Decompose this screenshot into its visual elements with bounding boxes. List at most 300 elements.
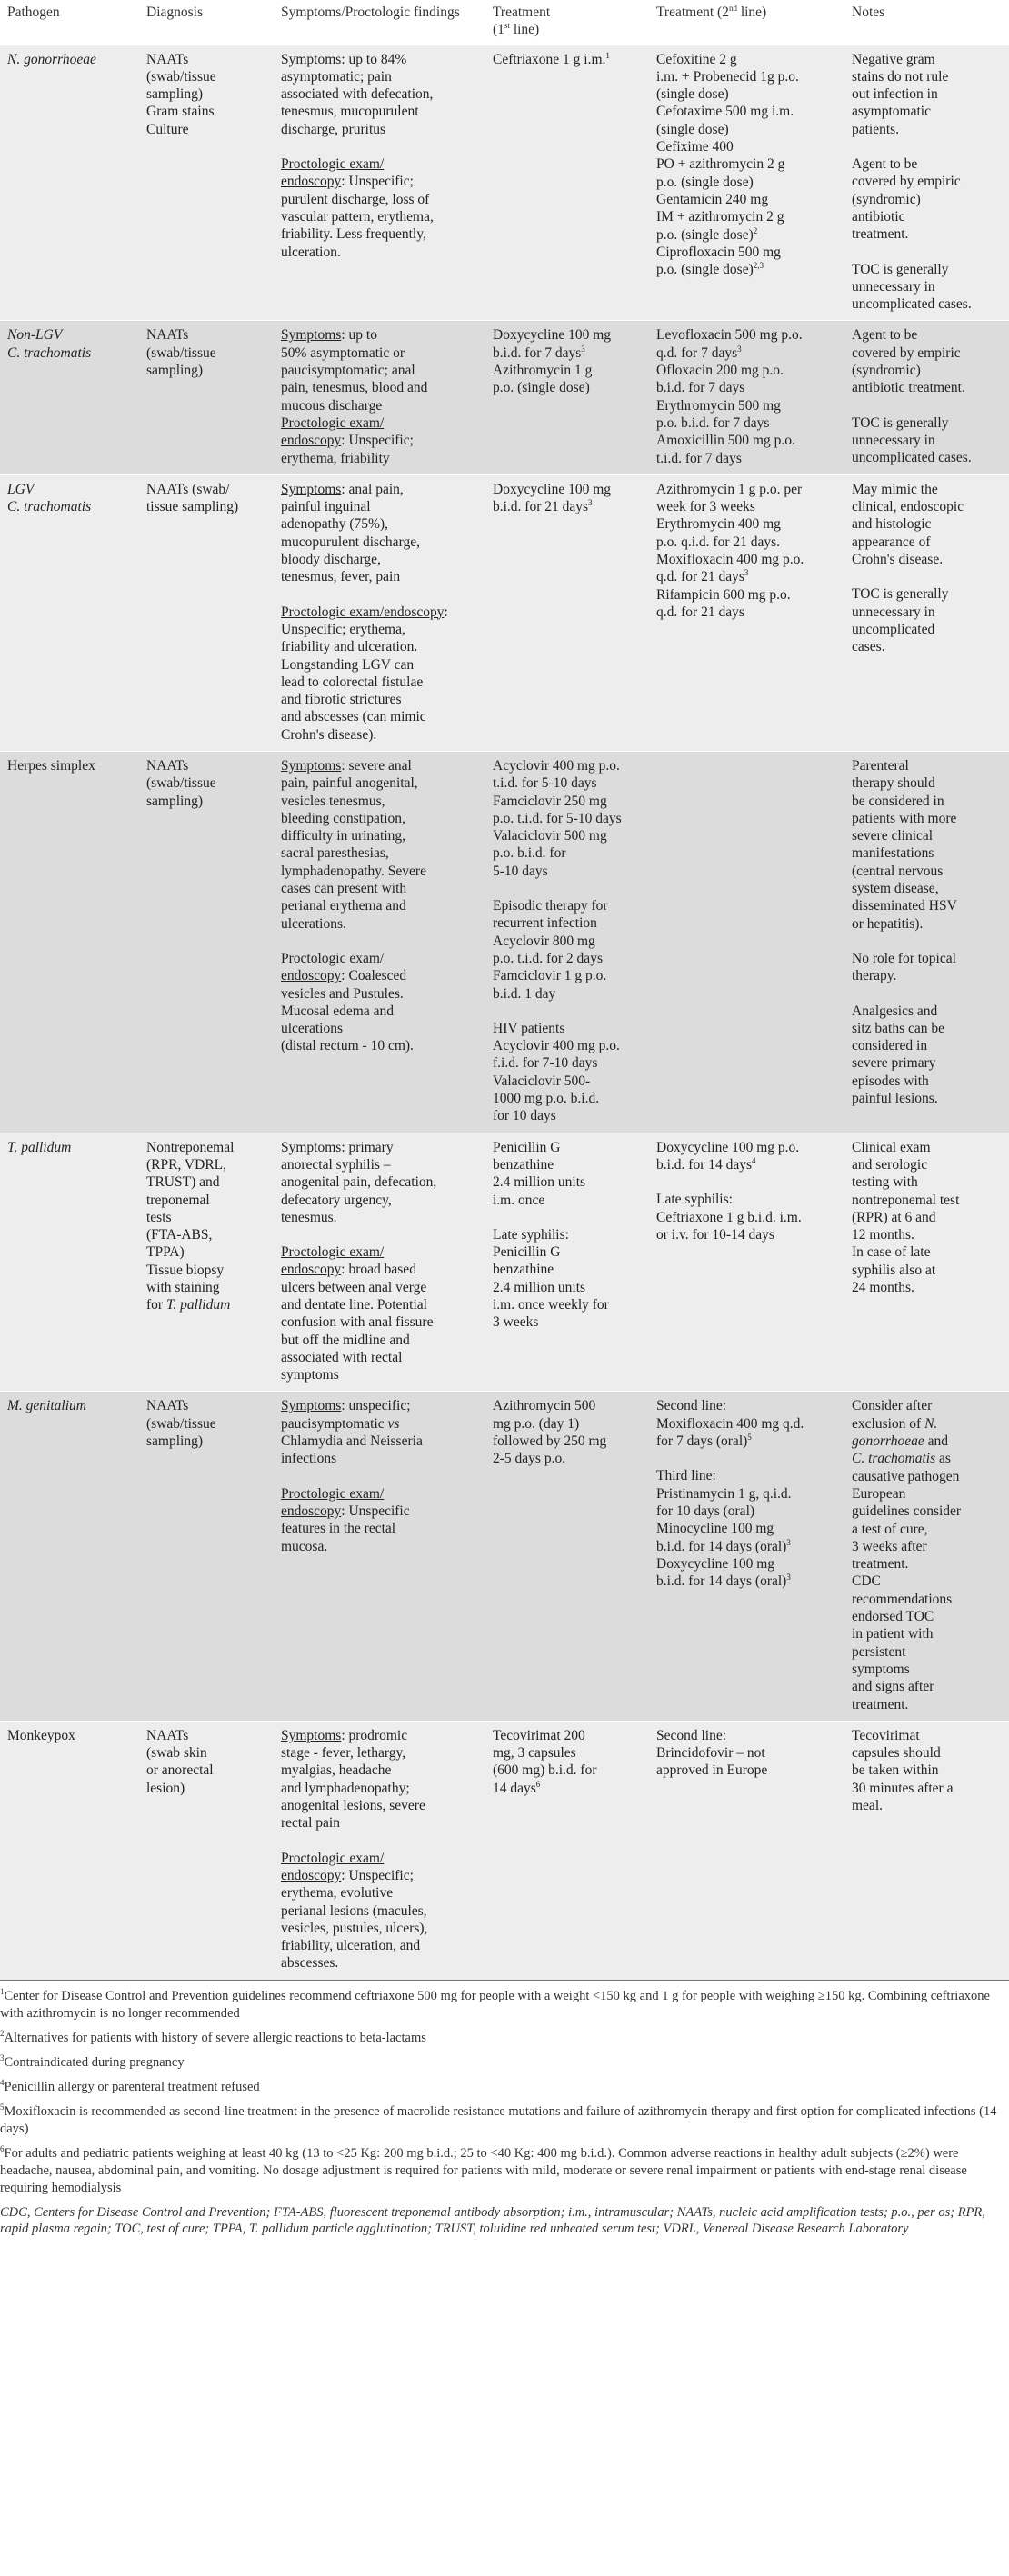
diagnosis-organism: T. pallidum [165, 1297, 231, 1313]
text-line: tenesmus, fever, pain [281, 569, 401, 585]
footnote-ref: 3 [581, 344, 585, 354]
text-line: antibiotic treatment. [852, 380, 965, 396]
header-notes: Notes [844, 0, 1009, 45]
text-line: and signs after [852, 1679, 934, 1695]
treatment-second-duration-line [656, 1433, 839, 1450]
text-line: Late syphilis: [656, 1192, 733, 1208]
treatment-first-cell [485, 1392, 649, 1721]
text-line: guidelines consider [852, 1503, 962, 1520]
text-line: persistent [852, 1643, 906, 1660]
text-line: and fibrotic strictures [281, 692, 402, 708]
treatment-first-episodic [493, 897, 644, 1003]
text-line: Acyclovir 800 mg [493, 933, 595, 949]
text-line: Brincidofovir – not [656, 1745, 765, 1762]
symptoms-text [281, 758, 480, 933]
text-line: HIV patients [493, 1020, 565, 1036]
text-line: ulcerations. [281, 915, 346, 932]
text-line: NAATs [146, 327, 189, 344]
text-line: mg p.o. (day 1) [493, 1415, 580, 1432]
text-line: or anorectal [146, 1762, 214, 1779]
notes-rest [852, 1468, 1004, 1713]
symptoms-cell [274, 45, 485, 321]
text-line: (RPR) at 6 and [852, 1209, 936, 1225]
text-line: adenopathy (75%), [281, 516, 388, 533]
text-line: infections [281, 1451, 337, 1467]
text-line: Late syphilis: [493, 1226, 569, 1243]
pathogen-cell [0, 751, 139, 1133]
text-line: 30 minutes after a [852, 1780, 954, 1796]
text-line: Agent to be [852, 156, 918, 173]
text-line: covered by empiric [852, 344, 961, 361]
table-header-row [0, 0, 1009, 45]
text-line: p.o. (single dose)$^2$ [656, 225, 758, 243]
treatment-first-cell [485, 1721, 649, 1980]
text-line: 3 weeks [493, 1314, 539, 1331]
text-line: mucosa. [281, 1538, 328, 1554]
text-line: Gentamicin 240 mg [656, 191, 769, 207]
text-line: for 10 days (oral) [656, 1503, 755, 1519]
text-line: Unspecific; [348, 433, 414, 449]
text-line: cases can present with [281, 881, 407, 897]
text-line: with staining [146, 1280, 220, 1295]
pathogen-name-a: Non-LGV [7, 327, 63, 344]
notes-para-b [852, 585, 1004, 655]
pathogen-cell [0, 1721, 139, 1980]
treatment-second-line-a: Doxycycline 100 mg p.o. [656, 1139, 800, 1155]
text-line: Crohn's disease. [852, 552, 944, 568]
footnote-ref: 2 [753, 225, 758, 235]
text-line: (central nervous [852, 863, 944, 879]
text-line: benzathine [493, 1156, 554, 1173]
treatment-first-cell [485, 751, 649, 1133]
text-line: Pristinamycin 1 g, q.i.d. [656, 1485, 792, 1502]
exam-label-a: Proctologic exam/ [281, 414, 385, 431]
footnote-text: Moxifloxacin is recommended as second-line treatment in the presence of macrolide resistance mutations and failure of azithromycin therapy and first option for complicated infections (14 days) [0, 2103, 997, 2136]
text-line: Minocycline 100 mg [656, 1521, 774, 1537]
text-line: considered in [852, 1038, 928, 1054]
text-line: p.o. (single dose) [493, 380, 590, 396]
notes-as: as [935, 1451, 951, 1467]
treatment-second-list [656, 481, 839, 621]
text-line: cases. [852, 639, 885, 655]
text-line: Culture [146, 121, 189, 137]
footnote-1 [0, 1988, 1009, 2022]
text-line: NAATs [146, 1727, 189, 1743]
notes-line-2 [852, 1415, 1004, 1433]
diagnosis-list [146, 1139, 268, 1297]
symptoms-colon: : [341, 1139, 345, 1155]
exam-label-a: Proctologic exam/ [281, 1485, 385, 1502]
text-line: and abscesses (can mimic [281, 709, 426, 725]
footnote-text: Alternatives for patients with history of severe allergic reactions to beta-lactams [4, 2030, 426, 2045]
exam-label: Proctologic exam/endoscopy [281, 604, 445, 620]
diagnosis-cell [139, 751, 274, 1133]
text-line: treatment. [852, 1556, 909, 1573]
footnote-ref: 4 [752, 1155, 756, 1165]
text-line: Second line: [656, 1398, 727, 1414]
text-line: causative pathogen [852, 1468, 960, 1484]
notes-n: N. [924, 1415, 938, 1432]
treatment-first-list [493, 326, 644, 396]
text-line: patients. [852, 121, 900, 137]
text-line: appearance of [852, 534, 931, 550]
text-line: asymptomatic [852, 104, 931, 120]
text-line: q.d. for 21 days$^3$ [656, 568, 749, 585]
text-line: sacral paresthesias, [281, 845, 389, 862]
spacer [281, 933, 480, 950]
table-row-gonorrhoeae [0, 45, 1009, 321]
footnote-text: Center for Disease Control and Prevention guidelines recommend ceftriaxone 500 mg for people with a weight <150 kg and 1 g for people with weighing ≥150 kg. Combining ceftriaxone with azithromycin is no longer recommended [0, 1988, 990, 2021]
text-line: No role for topical [852, 950, 956, 966]
text-line: Acyclovir 400 mg p.o. [493, 757, 620, 774]
notes-para-c [852, 1003, 1004, 1108]
header-diagnosis: Diagnosis [139, 0, 274, 45]
text-line: recommendations [852, 1591, 953, 1607]
text-line: 12 months. [852, 1227, 914, 1243]
text-line: Rifampicin 600 mg p.o. [656, 586, 791, 603]
symptoms-label: Symptoms [281, 1398, 342, 1414]
symptoms-label: Symptoms [281, 481, 342, 497]
text-line: severe primary [852, 1055, 936, 1072]
text-line: May mimic the [852, 481, 938, 497]
header-symptoms: Symptoms/Proctologic findings [274, 0, 485, 45]
notes-line-3 [852, 1433, 1004, 1450]
text-line: erythema, friability [281, 450, 390, 466]
spacer [656, 1450, 839, 1467]
text-line: erythema, evolutive [281, 1885, 394, 1902]
text-line: up to [348, 327, 377, 344]
text-line: p.o. (single dose) [656, 174, 754, 190]
text-line: tenesmus. [281, 1209, 337, 1225]
footnote-text: For adults and pediatric patients weighing at least 40 kg (13 to <25 Kg: 200 mg b.i.d.; 25 to <40 Kg: 400 mg b.i.d.). Common adverse reactions in healthy adult subjects (≥2%) were headache, nausea, abdominal pain, and vomiting. No dosage adjustment is required for patients with mild, moderate or severe renal impairment or patients with end-stage renal disease requiring hemodialysis [0, 2145, 967, 2195]
text-line: q.d. for 7 days$^3$ [656, 344, 742, 361]
text-line: 2.4 million units [493, 1174, 586, 1191]
text-line: but off the midline and [281, 1332, 410, 1348]
text-line: stage - fever, lethargy, [281, 1745, 406, 1762]
header-pathogen: Pathogen [0, 0, 139, 45]
text-line: Cefotaxime 500 mg i.m. [656, 104, 794, 120]
symptoms-text [281, 482, 480, 586]
text-line: NAATs [146, 757, 189, 774]
text-line: NAATs [146, 1398, 189, 1414]
spacer [281, 138, 480, 155]
text-line: 1000 mg p.o. b.i.d. [493, 1091, 600, 1107]
diagnosis-cell [139, 1392, 274, 1721]
footnote-5 [0, 2103, 1009, 2138]
pathogen-cell [0, 45, 139, 321]
footnote-marker: 6 [0, 2143, 5, 2153]
text-line: syphilis also at [852, 1262, 936, 1278]
text-line: a test of cure, [852, 1521, 928, 1537]
diagnosis-cell [139, 45, 274, 321]
treatment-first-text: Ceftriaxone 1 g i.m. [493, 51, 606, 67]
text-line: Coalesced [348, 968, 407, 984]
text-line: therapy should [852, 775, 935, 792]
treatment-second-line-b [656, 1156, 839, 1173]
text-line: ulcers between anal verge [281, 1279, 427, 1295]
text-line: and histologic [852, 516, 932, 533]
text-line: In case of late [852, 1244, 931, 1261]
text-line: (single dose) [656, 121, 729, 137]
text-line: be taken within [852, 1762, 939, 1779]
text-line: Gram stains [146, 104, 215, 120]
text-line: severe anal [348, 757, 412, 774]
spacer [852, 138, 1004, 155]
header-ordinal-sup: st [504, 21, 510, 31]
symptoms-vs: vs [387, 1415, 400, 1432]
treatment-second-cell [649, 321, 844, 474]
exam-colon: : [341, 1262, 345, 1278]
text-line: clinical, endoscopic [852, 499, 964, 515]
text-line: confusion with anal fissure [281, 1314, 434, 1331]
treatment-second-cell [649, 1721, 844, 1980]
text-line: Levofloxacin 500 mg p.o. [656, 327, 803, 344]
text-line: ulcerations [281, 1021, 344, 1037]
text-line: patients with more [852, 810, 957, 826]
exam-label-a: Proctologic exam/ [281, 1850, 385, 1866]
notes-para-c [852, 261, 1004, 314]
text-line: symptoms [852, 1661, 910, 1677]
symptoms-colon: : [341, 757, 345, 774]
diagnosis-for: for [146, 1297, 166, 1313]
spacer [852, 985, 1004, 1003]
notes-line-1 [852, 1397, 1004, 1414]
text-line: mucopurulent discharge, [281, 534, 420, 550]
symptoms-cell [274, 1133, 485, 1392]
text-line: abscesses. [281, 1955, 339, 1972]
symptoms-text-c [281, 1433, 480, 1468]
text-line: unnecessary in [852, 432, 935, 448]
pathogen-name: Herpes simplex [7, 757, 95, 774]
footnote-ref: 6 [535, 1779, 541, 1789]
text-line: tissue sampling) [146, 499, 239, 515]
diagnosis-cell [139, 474, 274, 751]
text-line: Analgesics and [852, 1003, 938, 1019]
text-line: Penicillin G [493, 1244, 561, 1261]
text-line: (RPR, VDRL, [146, 1156, 226, 1173]
spacer [852, 397, 1004, 414]
footnote-ref: 3 [588, 497, 593, 507]
symptoms-text-a: unspecific; [348, 1398, 411, 1414]
text-line: perianal erythema and [281, 898, 406, 914]
symptoms-label: Symptoms [281, 1139, 342, 1155]
header-ordinal-sup-second: nd [728, 3, 737, 13]
text-line: friability. Less frequently, [281, 226, 426, 243]
notes-cell [844, 1721, 1009, 1980]
text-line: prodromic [348, 1727, 408, 1743]
text-line: benzathine [493, 1262, 554, 1278]
treatment-first-cell [485, 321, 649, 474]
text-line: Third line: [656, 1468, 716, 1484]
text-line: unnecessary in [852, 278, 935, 295]
text-line: difficulty in urinating, [281, 828, 406, 844]
exam-label-b: endoscopy [281, 1867, 342, 1883]
text-line: Valaciclovir 500- [493, 1073, 591, 1089]
notes-cell [844, 474, 1009, 751]
text-line: (swab skin [146, 1745, 207, 1762]
footnote-ref: 5 [747, 1432, 752, 1442]
abbreviations: CDC, Centers for Disease Control and Prevention; FTA-ABS, fluorescent treponemal antibody absorption; i.m., intramuscular; NAATs, nucleic acid amplification tests; p.o., per os; RPR, rapid plasma regain; TOC, test of cure; TPPA, T. pallidum particle agglutination; TRUST, toluidine red unheated serum test; VDRL, Venereal Disease Research Laboratory [0, 2204, 985, 2237]
symptoms-label: Symptoms [281, 1727, 342, 1743]
text-line: Famciclovir 1 g p.o. [493, 968, 607, 984]
symptoms-label: Symptoms [281, 757, 342, 774]
text-line: disseminated HSV [852, 898, 957, 914]
text-line: week for 3 weeks [656, 499, 755, 515]
text-line: symptoms [281, 1367, 339, 1383]
notes-para-b [852, 155, 1004, 243]
exam-colon: : [444, 604, 448, 620]
text-line: endorsed TOC [852, 1609, 934, 1625]
text-line: capsules should [852, 1745, 941, 1762]
text-line: myalgias, headache [281, 1762, 392, 1779]
text-line: NAATs [146, 51, 189, 67]
text-line: anogenital pain, defecation, [281, 1174, 437, 1191]
pathogen-cell [0, 474, 139, 751]
text-line: Azithromycin 500 [493, 1398, 596, 1414]
text-line: pain, painful anogenital, [281, 775, 418, 792]
text-line: Chlamydia and Neisseria [281, 1433, 423, 1450]
exam-label-b: endoscopy [281, 1262, 342, 1278]
text-line: asymptomatic; pain [281, 68, 392, 85]
text-line: bleeding constipation, [281, 810, 405, 826]
spacer [852, 933, 1004, 950]
symptoms-cell [274, 321, 485, 474]
treatment-second-doxycycline-duration [656, 1573, 839, 1590]
text-line: t.i.d. for 5-10 days [493, 775, 597, 792]
text-line: system disease, [852, 881, 939, 897]
text-line: (swab/tissue [146, 775, 216, 792]
text-line: Ofloxacin 200 mg p.o. [656, 363, 784, 379]
text-line: Penicillin G [493, 1139, 561, 1155]
text-line: Parenteral [852, 757, 909, 774]
text-line: (distal rectum - 10 cm). [281, 1038, 414, 1054]
pathogen-name: M. genitalium [7, 1398, 86, 1414]
text-line: Clinical exam [852, 1139, 931, 1155]
text-line: uncomplicated cases. [852, 296, 972, 313]
footnote-ref: 2,3 [753, 261, 764, 270]
text-line: Longstanding LGV can [281, 656, 415, 673]
notes-cell [844, 1392, 1009, 1721]
text-line: i.m. + Probenecid 1g p.o. [656, 68, 799, 85]
text-line: uncomplicated cases. [852, 450, 972, 466]
header-treatment-first-line-qualifier [493, 21, 644, 38]
footnote-ref: 3 [786, 1537, 791, 1547]
text-line: (swab/tissue [146, 344, 216, 361]
exam-text [281, 1262, 480, 1383]
text-line: Nontreponemal [146, 1139, 235, 1155]
text-line: and lymphadenopathy; [281, 1780, 410, 1796]
spacer [281, 1832, 480, 1850]
text-line: p.o. t.i.d. for 5-10 days [493, 810, 622, 826]
symptoms-colon: : [341, 1398, 345, 1414]
minocycline-duration: b.i.d. for 14 days (oral) [656, 1538, 787, 1554]
footnote-3 [0, 2054, 1009, 2072]
text-line: severe clinical [852, 828, 934, 844]
spacer [656, 1173, 839, 1191]
footnote-2 [0, 2030, 1009, 2047]
text-line: nontreponemal test [852, 1192, 960, 1208]
pathogen-cell [0, 321, 139, 474]
text-line: NAATs (swab/ [146, 481, 230, 497]
symptoms-colon: : [341, 1727, 345, 1743]
text-line: vesicles, pustules, ulcers), [281, 1920, 428, 1936]
text-line: features in the rectal [281, 1521, 396, 1537]
text-line: European [852, 1485, 906, 1502]
text-line: or i.v. for 10-14 days [656, 1226, 774, 1243]
text-line: friability and ulceration. [281, 639, 418, 655]
text-line: vascular pattern, erythema, [281, 208, 434, 225]
text-line: unnecessary in [852, 604, 935, 620]
symptoms-cell [274, 474, 485, 751]
exam-label-a: Proctologic exam/ [281, 1244, 385, 1261]
exam-label-b: endoscopy [281, 1503, 342, 1519]
text-line: antibiotic [852, 208, 905, 225]
exam-colon: : [341, 1503, 345, 1519]
treatment-second-list [656, 326, 839, 466]
text-line: therapy. [852, 968, 897, 984]
symptoms-cell [274, 751, 485, 1133]
pathogen-name-a: LGV [7, 481, 35, 497]
symptoms-text [281, 1728, 480, 1832]
text-line: Erythromycin 400 mg [656, 516, 781, 533]
text-line: TPPA) [146, 1244, 185, 1261]
footnote-ref: 3 [744, 568, 749, 578]
text-line: 5-10 days [493, 863, 548, 879]
treatment-first-cell [485, 1133, 649, 1392]
text-line: meal. [852, 1798, 883, 1814]
text-line: p.o. b.i.d. for [493, 845, 566, 862]
text-line: Unspecific; [348, 1867, 414, 1883]
text-line: p.o. t.i.d. for 2 days [493, 950, 603, 966]
notes-gonorrhoeae: gonorrhoeae [852, 1433, 924, 1450]
text-line: 2-5 days p.o. [493, 1451, 566, 1467]
header-treatment-first-line-word: Treatment [493, 5, 551, 20]
pathogen-name: Monkeypox [7, 1727, 75, 1743]
text-line: painful lesions. [852, 1091, 938, 1107]
header-line-word: line) [509, 22, 540, 38]
text-line: Tissue biopsy [146, 1262, 225, 1278]
text-line: Doxycycline 100 mg [493, 327, 612, 344]
notes-para-a [852, 757, 1004, 933]
pathogen-cell [0, 1392, 139, 1721]
treatment-second-late [656, 1191, 839, 1243]
treatment-second-cell [649, 474, 844, 751]
text-line: (swab/tissue [146, 1415, 216, 1432]
symptoms-label: Symptoms [281, 51, 342, 67]
text-line: perianal lesions (macules, [281, 1902, 427, 1919]
exam-text [281, 621, 480, 744]
symptoms-cell [274, 1721, 485, 1980]
text-line: TOC is generally [852, 261, 949, 277]
text-line: i.m. once weekly for [493, 1297, 609, 1313]
text-line: anogenital lesions, severe [281, 1798, 425, 1814]
treatment-first-standard [493, 1139, 644, 1209]
diagnosis-cell [139, 1721, 274, 1980]
spacer [281, 1468, 480, 1485]
text-line: t.i.d. for 7 days [656, 450, 742, 466]
text-line: sampling) [146, 1433, 203, 1450]
treatment-first-duration-line [493, 1780, 644, 1797]
text-line: Tecovirimat 200 [493, 1727, 585, 1743]
diagnosis-last-line [146, 1296, 268, 1313]
treatment-second-duration: for 7 days (oral) [656, 1433, 748, 1450]
table-row-lgv-trachomatis [0, 474, 1009, 751]
text-line: Valaciclovir 500 mg [493, 828, 607, 844]
text-line: anal pain, [348, 481, 404, 497]
text-line: TOC is generally [852, 414, 949, 431]
text-line: i.m. once [493, 1192, 545, 1208]
pathogen-name-b: C. trachomatis [7, 499, 92, 515]
